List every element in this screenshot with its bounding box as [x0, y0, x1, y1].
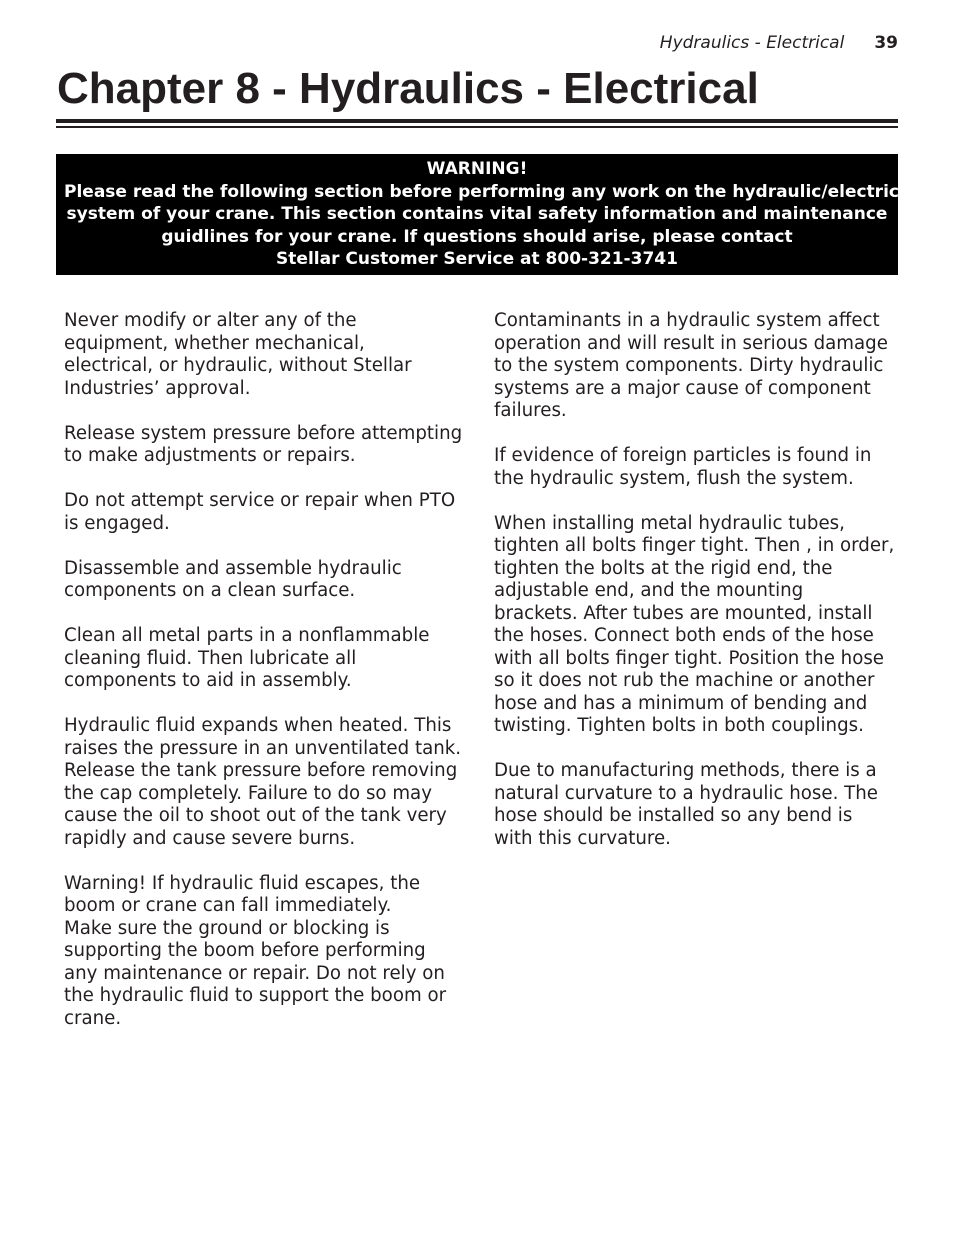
paragraph-line: hose and has a minimum of bending and: [494, 692, 868, 714]
paragraph-line: Make sure the ground or blocking is: [64, 917, 390, 939]
paragraph: [64, 558, 464, 603]
paragraph-line: supporting the boom before performing: [64, 940, 426, 961]
paragraph-line: to make adjustments or repairs.: [64, 445, 356, 466]
paragraph: [64, 490, 464, 535]
paragraph-line: to the system components. Dirty hydraulic: [494, 355, 884, 376]
chapter-title: Chapter 8 - Hydraulics - Electrical: [57, 64, 759, 113]
paragraph-line: If evidence of foreign particles is found in: [494, 445, 872, 466]
paragraph: [64, 423, 464, 468]
paragraph-line: Release system pressure before attempting: [64, 422, 463, 444]
paragraph-line: tighten all bolts finger tight. Then , in order,: [494, 535, 895, 556]
warning-heading: WARNING!: [426, 159, 528, 179]
paragraph-line: rapidly and cause severe burns.: [64, 827, 356, 849]
paragraph-line: When installing metal hydraulic tubes,: [494, 512, 845, 534]
title-rule-thick: [56, 119, 898, 123]
paragraph: [494, 445, 894, 490]
page-number: 39: [874, 33, 898, 53]
paragraph: [64, 715, 464, 850]
paragraph-line: Release the tank pressure before removing: [64, 760, 458, 781]
paragraph-line: Warning! If hydraulic fluid escapes, the: [64, 872, 421, 894]
warning-line: guidlines for your crane. If questions should arise, please contact: [161, 226, 793, 247]
warning-box: [56, 154, 917, 275]
paragraph-line: brackets. After tubes are mounted, install: [494, 602, 873, 624]
paragraph-line: cause the oil to shoot out of the tank very: [64, 805, 447, 826]
paragraph-line: failures.: [494, 400, 567, 421]
paragraph-line: Never modify or alter any of the: [64, 310, 357, 331]
paragraph-line: boom or crane can fall immediately.: [64, 895, 392, 916]
paragraph: [494, 310, 894, 423]
paragraph-line: Clean all metal parts in a nonflammable: [64, 625, 430, 646]
paragraph-line: natural curvature to a hydraulic hose. The: [494, 782, 878, 804]
right-column: [494, 310, 894, 873]
paragraph-line: so it does not rub the machine or another: [494, 670, 875, 691]
paragraph-line: crane.: [64, 1007, 122, 1029]
warning-contact-line: Stellar Customer Service at 800-321-3741: [276, 249, 678, 270]
paragraph-line: the cap completely. Failure to do so may: [64, 782, 432, 804]
paragraph-line: Due to manufacturing methods, there is a: [494, 760, 877, 781]
paragraph-line: tighten the bolts at the rigid end, the: [494, 557, 833, 579]
paragraph-line: Disassemble and assemble hydraulic: [64, 557, 402, 579]
paragraph-line: Hydraulic fluid expands when heated. This: [64, 715, 452, 736]
paragraph-line: equipment, whether mechanical,: [64, 332, 365, 354]
paragraph-line: the hydraulic system, flush the system.: [494, 467, 854, 489]
paragraph-line: components to aid in assembly.: [64, 670, 352, 691]
paragraph: [494, 513, 894, 738]
paragraph-line: the hoses. Connect both ends of the hose: [494, 625, 874, 646]
paragraph: [64, 310, 464, 400]
paragraph-line: twisting. Tighten bolts in both couplings.: [494, 715, 864, 736]
left-column: [64, 310, 464, 1053]
paragraph: [494, 760, 894, 850]
paragraph-line: is engaged.: [64, 512, 170, 534]
title-rule-thin: [56, 126, 898, 128]
paragraph-line: components on a clean surface.: [64, 580, 356, 601]
paragraph-line: systems are a major cause of component: [494, 377, 871, 399]
paragraph-line: operation and will result in serious damage: [494, 332, 888, 354]
paragraph-line: Industries’ approval.: [64, 377, 251, 399]
paragraph: [64, 873, 464, 1031]
paragraph: [64, 625, 464, 693]
paragraph-line: Contaminants in a hydraulic system affect: [494, 310, 880, 331]
paragraph-line: cleaning fluid. Then lubricate all: [64, 647, 357, 669]
paragraph-line: electrical, or hydraulic, without Stellar: [64, 355, 412, 376]
paragraph-line: raises the pressure in an unventilated tank.: [64, 737, 462, 759]
warning-line: system of your crane. This section contains vital safety information and maintenance: [66, 204, 888, 225]
paragraph-line: Do not attempt service or repair when PTO: [64, 490, 456, 511]
paragraph-line: hose should be installed so any bend is: [494, 805, 853, 826]
paragraph-line: the hydraulic fluid to support the boom or: [64, 985, 447, 1006]
paragraph-line: any maintenance or repair. Do not rely on: [64, 962, 445, 984]
running-header: [660, 33, 898, 53]
warning-line: Please read the following section before performing any work on the hydraulic/electrical: [64, 181, 917, 202]
running-header-section: Hydraulics - Electrical: [659, 33, 845, 53]
paragraph-line: adjustable end, and the mounting: [494, 580, 804, 601]
paragraph-line: with all bolts finger tight. Position the hose: [494, 647, 884, 669]
paragraph-line: with this curvature.: [494, 827, 671, 849]
